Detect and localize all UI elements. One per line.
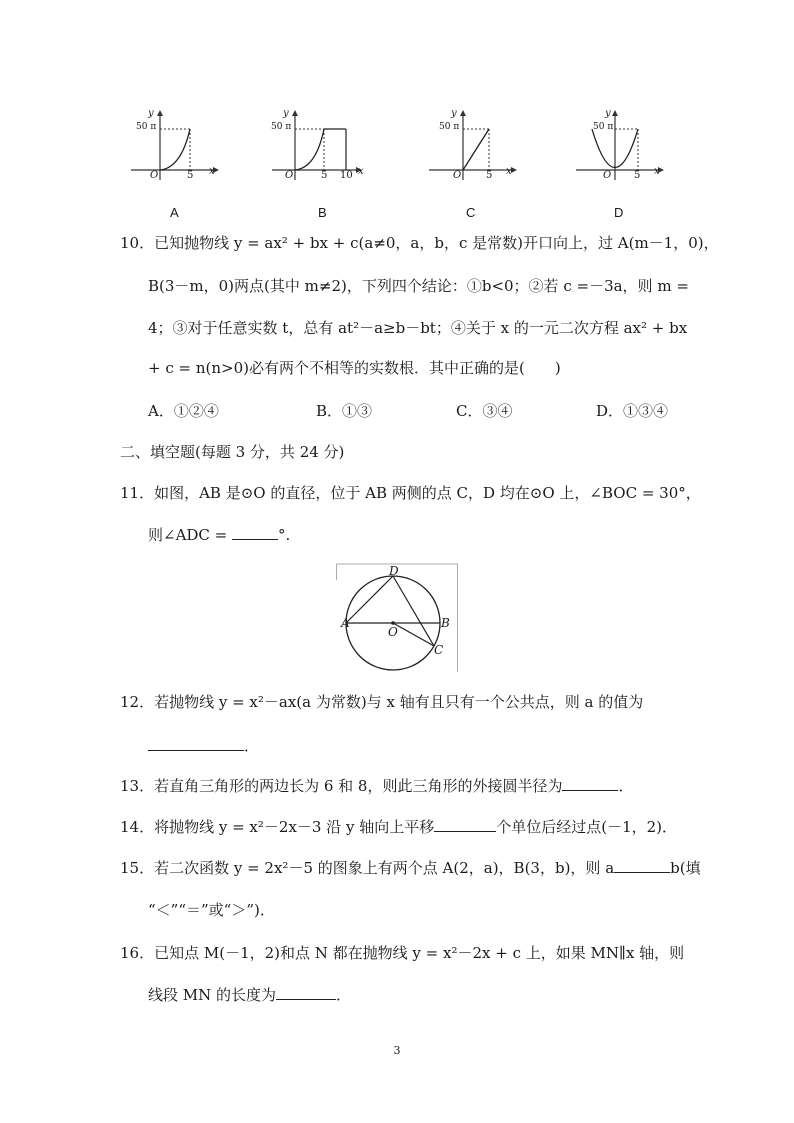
- q13-answer-blank[interactable]: [562, 776, 618, 791]
- graph-a-xtick: 5: [187, 170, 194, 181]
- q15-suffix: b(填: [670, 859, 701, 877]
- graph-a-ytick: 50 π: [136, 122, 157, 132]
- q10-choice-b: B．①③: [316, 402, 373, 420]
- graph-c-label: C: [466, 205, 476, 220]
- section-heading: 二、填空题(每题 3 分，共 24 分): [120, 443, 345, 461]
- graph-b-label: B: [318, 205, 327, 220]
- q14-answer-blank[interactable]: [434, 817, 496, 832]
- graph-d-origin: O: [603, 170, 612, 181]
- graph-a-xlabel: x: [209, 166, 215, 177]
- graph-b-ylabel: y: [283, 108, 289, 119]
- q16-answer-blank[interactable]: [276, 985, 336, 1000]
- q14-prefix: 14．将抛物线 y = x²－2x－3 沿 y 轴向上平移: [120, 818, 435, 836]
- q15-prefix: 15．若二次函数 y = 2x²－5 的图象上有两个点 A(2，a)，B(3，b)，则 a: [120, 859, 615, 877]
- q16-suffix: ．: [336, 986, 352, 1004]
- q10-choice-a: A．①②④: [148, 402, 219, 420]
- graph-a-ylabel: y: [148, 108, 154, 119]
- graph-d-ytick: 50 π: [593, 122, 614, 132]
- graph-d-xtick: 5: [634, 170, 641, 181]
- graph-c-origin: O: [453, 170, 462, 181]
- q12-suffix: ．: [244, 737, 260, 755]
- diagram-label-d: D: [389, 564, 399, 578]
- q10-line1: 10．已知抛物线 y = ax² + bx + c(a≠0，a，b，c 是常数)开口向上，过 A(m－1，0)，: [120, 234, 719, 252]
- q11-answer-blank[interactable]: [232, 525, 278, 540]
- diagram-label-c: C: [434, 643, 444, 657]
- q14-line: [120, 817, 677, 837]
- graph-d-label: D: [614, 205, 624, 220]
- q14-suffix: 个单位后经过点(－1，2)．: [496, 818, 678, 836]
- q11-suffix: °.: [278, 526, 291, 544]
- q15-answer-blank[interactable]: [614, 858, 670, 873]
- q12-line2: [148, 736, 259, 756]
- q12-answer-blank[interactable]: [148, 736, 244, 751]
- diagram-label-o: O: [388, 625, 398, 639]
- q10-line3: 4；③对于任意实数 t，总有 at²－a≥b－bt；④关于 x 的一元二次方程 ax² + bx: [148, 319, 688, 337]
- graph-b-xtick-5: 5: [321, 170, 328, 181]
- graph-a-origin: O: [150, 170, 159, 181]
- q12-line1: 12．若抛物线 y = x²－ax(a 为常数)与 x 轴有且只有一个公共点，则 a 的值为: [120, 693, 644, 711]
- graph-b: [268, 108, 368, 188]
- graph-b-origin: O: [285, 170, 294, 181]
- q10-line2: B(3－m，0)两点(其中 m≠2)，下列四个结论：①b<0；②若 c =－3a，则 m =: [148, 277, 689, 295]
- q15-line2: “＜”“＝”或“＞”)．: [148, 901, 275, 919]
- graph-d-ylabel: y: [605, 108, 611, 119]
- graph-c-xlabel: x: [506, 166, 512, 177]
- q13-line: [120, 776, 634, 796]
- q13-prefix: 13．若直角三角形的两边长为 6 和 8，则此三角形的外接圆半径为: [120, 777, 563, 795]
- graph-d-xlabel: x: [654, 166, 660, 177]
- graph-b-ytick: 50 π: [271, 122, 292, 132]
- q13-suffix: ．: [618, 777, 634, 795]
- q16-prefix: 线段 MN 的长度为: [148, 986, 277, 1004]
- q16-line2: [148, 985, 351, 1005]
- graph-b-xlabel: x: [358, 166, 364, 177]
- q11-line1: 11．如图，AB 是⊙O 的直径，位于 AB 两侧的点 C，D 均在⊙O 上，∠BOC = 30°，: [120, 484, 701, 502]
- page-number: 3: [393, 1044, 401, 1057]
- graph-c-xtick: 5: [486, 170, 493, 181]
- q11-prefix: 则∠ADC =: [148, 526, 228, 544]
- graph-a-label: A: [170, 205, 179, 220]
- q16-line1: 16．已知点 M(－1，2)和点 N 都在抛物线 y = x²－2x + c 上，如果 MN∥x 轴，则: [120, 944, 685, 962]
- q10-line4: + c = n(n>0)必有两个不相等的实数根．其中正确的是( ): [148, 359, 561, 377]
- q11-line2: [148, 525, 290, 545]
- diagram-label-a: A: [341, 616, 350, 630]
- graph-c-ylabel: y: [451, 108, 457, 119]
- q15-line1: [120, 858, 701, 878]
- diagram-label-b: B: [441, 616, 450, 630]
- graph-c-ytick: 50 π: [439, 122, 460, 132]
- graph-b-xtick-10: 10: [340, 170, 353, 181]
- q10-choice-c: C．③④: [456, 402, 513, 420]
- q10-choice-d: D．①③④: [596, 402, 669, 420]
